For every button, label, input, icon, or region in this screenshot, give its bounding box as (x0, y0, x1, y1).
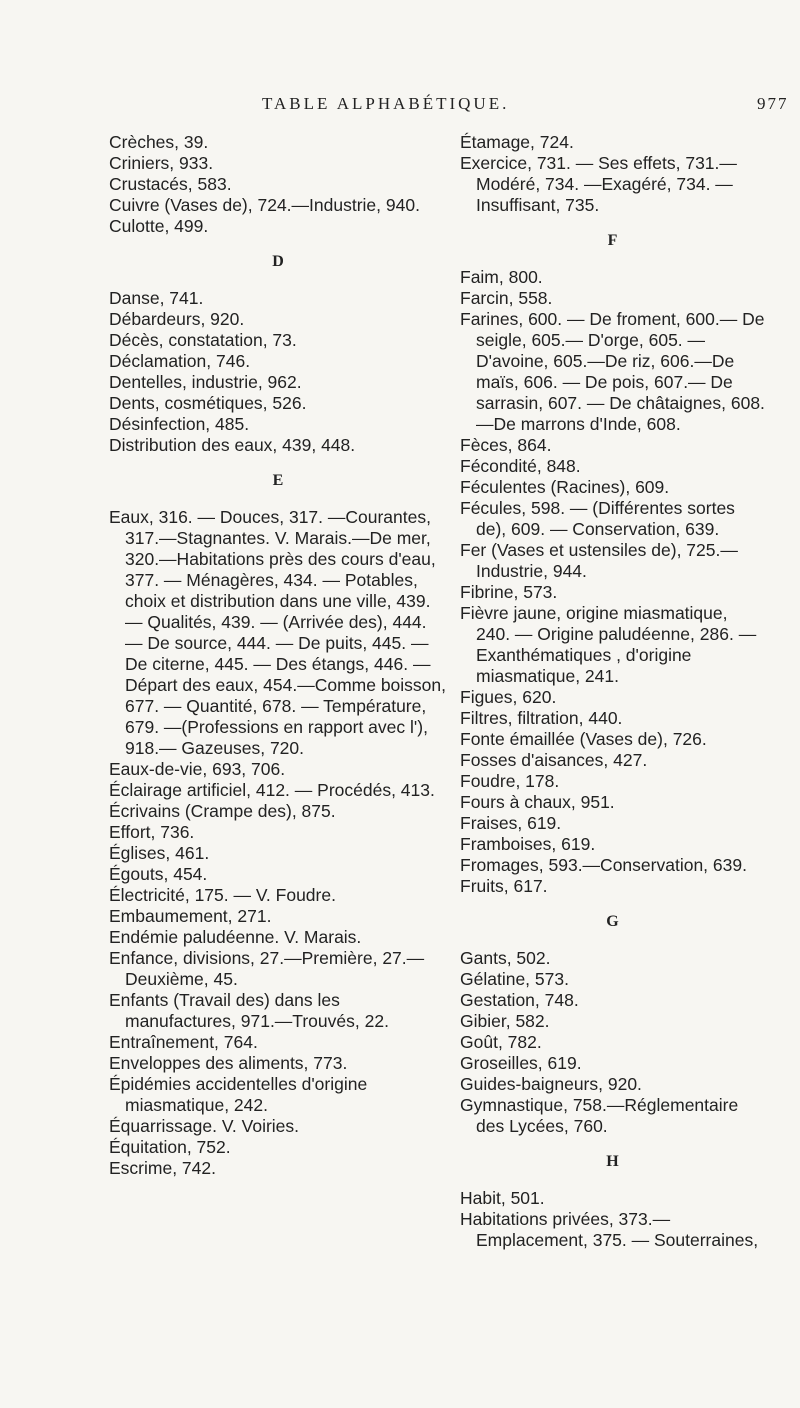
index-entry: Décès, constatation, 73. (109, 330, 297, 350)
index-entry: Fibrine, 573. (460, 582, 558, 602)
index-entry: Gants, 502. (460, 948, 551, 968)
index-entry: Écrivains (Crampe des), 875. (109, 801, 336, 821)
index-entry: Désinfection, 485. (109, 414, 250, 434)
index-entry: Embaumement, 271. (109, 906, 272, 926)
index-entry: Fonte émaillée (Vases de), 726. (460, 729, 707, 749)
index-entry: Fécondité, 848. (460, 456, 581, 476)
index-entry: Framboises, 619. (460, 834, 596, 854)
index-entry: Guides-baigneurs, 920. (460, 1074, 642, 1094)
index-entry: Escrime, 742. (109, 1158, 216, 1178)
index-entry: Enveloppes des aliments, 773. (109, 1053, 348, 1073)
index-entry: Habit, 501. (460, 1188, 545, 1208)
index-entry: Criniers, 933. (109, 153, 214, 173)
index-entry: Égouts, 454. (109, 864, 208, 884)
index-entry: Eaux, 316. — Douces, 317. —Courantes, 317.—Stagnantes. V. Marais.—De mer, 320.—Habitations près des cours d'eau, 377. — Ménagères, 434. — Potables, choix et distribution dans une ville, 439. — Qualités, 439. — (Arrivée des), 444. — De source, 444. — De puits, 445. — De citerne, 445. — Des étangs, 446. — Départ des eaux, 454.—Comme boisson, 677. — Quantité, 678. — Température, 679. —(Professions en rapport avec l'), 918.— Gazeuses, 720. (109, 507, 446, 758)
index-entry: Habitations privées, 373.—Emplacement, 375. — Souterraines, (460, 1209, 759, 1250)
index-entry: Goût, 782. (460, 1032, 542, 1052)
index-entry: Fours à chaux, 951. (460, 792, 615, 812)
index-entry: Électricité, 175. — V. Foudre. (109, 885, 336, 905)
index-entry: Équarrissage. V. Voiries. (109, 1116, 300, 1136)
page-header (0, 94, 800, 118)
index-entry: Fromages, 593.—Conservation, 639. (460, 855, 747, 875)
index-entry: Féculentes (Racines), 609. (460, 477, 670, 497)
index-entry: Effort, 736. (109, 822, 195, 842)
index-entry: Eaux-de-vie, 693, 706. (109, 759, 286, 779)
index-entry: Églises, 461. (109, 843, 210, 863)
section-letter: D (272, 253, 284, 270)
index-entry: Gestation, 748. (460, 990, 579, 1010)
index-entry: Débardeurs, 920. (109, 309, 245, 329)
index-entry: Enfants (Travail des) dans les manufactures, 971.—Trouvés, 22. (109, 990, 389, 1031)
index-entry: Fer (Vases et ustensiles de), 725.— Industrie, 944. (460, 540, 738, 581)
index-entry: Figues, 620. (460, 687, 557, 707)
index-column-left (109, 132, 447, 1179)
index-entry: Groseilles, 619. (460, 1053, 582, 1073)
index-entry: Fécules, 598. — (Différentes sortes de), 609. — Conservation, 639. (460, 498, 735, 539)
index-entry: Fruits, 617. (460, 876, 548, 896)
index-entry: Entraînement, 764. (109, 1032, 258, 1052)
index-entry: Fèces, 864. (460, 435, 552, 455)
index-entry: Déclamation, 746. (109, 351, 251, 371)
index-entry: Épidémies accidentelles d'origine miasmatique, 242. (109, 1074, 368, 1115)
index-entry: Enfance, divisions, 27.—Première, 27.—Deuxième, 45. (109, 948, 425, 989)
running-title: TABLE ALPHABÉTIQUE. (262, 94, 510, 113)
index-entry: Crustacés, 583. (109, 174, 232, 194)
index-entry: Endémie paludéenne. V. Marais. (109, 927, 362, 947)
index-entry: Fosses d'aisances, 427. (460, 750, 648, 770)
index-entry: Dentelles, industrie, 962. (109, 372, 302, 392)
index-column-right (460, 132, 765, 1251)
page-number: 977 (757, 94, 789, 113)
index-entry: Fièvre jaune, origine miasmatique, 240. — Origine paludéenne, 286. — Exanthématiques , d'origine miasmatique, 241. (460, 603, 757, 686)
index-entry: Exercice, 731. — Ses effets, 731.— Modéré, 734. —Exagéré, 734. — Insuffisant, 735. (460, 153, 737, 215)
index-entry: Gibier, 582. (460, 1011, 550, 1031)
index-entry: Dents, cosmétiques, 526. (109, 393, 307, 413)
index-entry: Cuivre (Vases de), 724.—Industrie, 940. (109, 195, 420, 215)
index-entry: Filtres, filtration, 440. (460, 708, 623, 728)
index-entry: Crèches, 39. (109, 132, 209, 152)
section-letter: E (272, 472, 284, 489)
section-letter: F (607, 232, 618, 249)
index-entry: Fraises, 619. (460, 813, 562, 833)
index-entry: Farcin, 558. (460, 288, 553, 308)
section-letter: H (606, 1153, 619, 1170)
index-entry: Gélatine, 573. (460, 969, 569, 989)
index-entry: Farines, 600. — De froment, 600.— De seigle, 605.— D'orge, 605. — D'avoine, 605.—De riz, 606.—De maïs, 606. — De pois, 607.— De sarrasin, 607. — De châtaignes, 608.—De marrons d'Inde, 608. (460, 309, 765, 434)
index-entry: Étamage, 724. (460, 132, 574, 152)
index-entry: Foudre, 178. (460, 771, 560, 791)
index-entry: Éclairage artificiel, 412. — Procédés, 413. (109, 780, 435, 800)
index-entry: Distribution des eaux, 439, 448. (109, 435, 356, 455)
index-entry: Faim, 800. (460, 267, 543, 287)
section-letter: G (606, 913, 619, 930)
index-entry: Danse, 741. (109, 288, 204, 308)
index-entry: Gymnastique, 758.—Réglementaire des Lycées, 760. (460, 1095, 739, 1136)
index-entry: Culotte, 499. (109, 216, 209, 236)
index-entry: Équitation, 752. (109, 1137, 231, 1157)
